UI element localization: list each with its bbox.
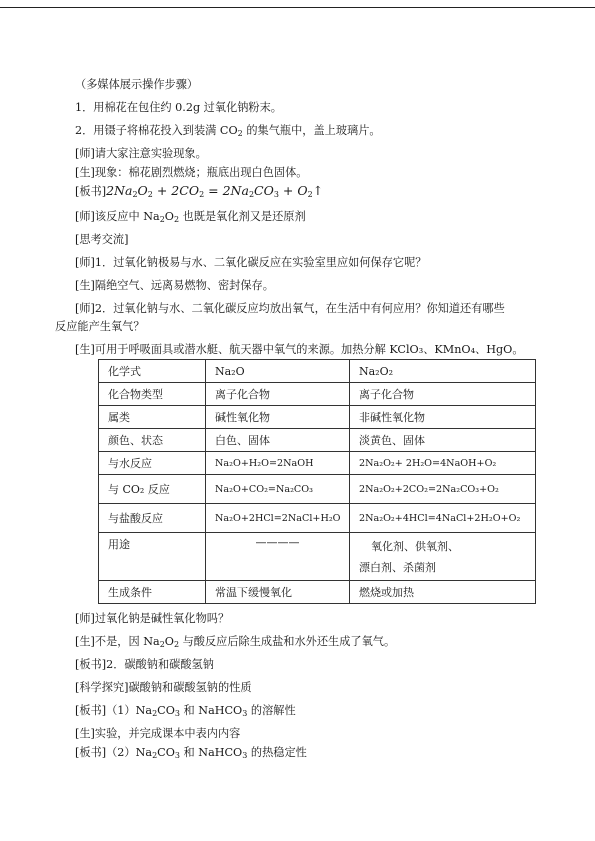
text-segment: 和 NaHCO bbox=[179, 704, 243, 717]
table-cell: Na₂O+H₂O=2NaOH bbox=[206, 452, 350, 475]
subscript: 2 bbox=[152, 751, 158, 760]
table-cell: 与 CO₂ 反应 bbox=[99, 475, 206, 504]
text-line: [科学探究]碳酸钠和碳酸氢钠的性质 bbox=[75, 681, 252, 694]
eq-sub: 2 bbox=[132, 190, 138, 199]
table-cell: 2Na₂O₂+4HCl=4NaCl+2H₂O+O₂ bbox=[350, 504, 536, 533]
text-line bbox=[0, 746, 595, 763]
text-line bbox=[0, 124, 595, 141]
table-cell: Na₂O bbox=[206, 360, 350, 383]
subscript: 2 bbox=[159, 215, 165, 224]
text-segment: [生]不是，因 Na bbox=[75, 635, 160, 648]
text-line bbox=[0, 210, 595, 227]
text-segment: O bbox=[164, 210, 174, 223]
eq-sub: 3 bbox=[273, 190, 279, 199]
subscript: 2 bbox=[159, 640, 165, 649]
eq-part: = 2Na bbox=[204, 183, 249, 198]
text-segment: 2．用镊子将棉花投入到装满 CO bbox=[75, 124, 238, 137]
text-line bbox=[0, 635, 595, 652]
text-segment: 的集气瓶中，盖上玻璃片。 bbox=[242, 124, 381, 137]
table-cell: 离子化合物 bbox=[206, 383, 350, 406]
text-line: [师]2．过氧化钠与水、二氧化碳反应均放出氧气，在生活中有何应用？你知道还有哪些 bbox=[75, 302, 505, 315]
table-row bbox=[99, 429, 536, 452]
text-line: 1．用棉花在包住约 0.2g 过氧化钠粉末。 bbox=[75, 101, 282, 114]
eq-sub: 2 bbox=[307, 190, 313, 199]
eq-part: 2Na bbox=[106, 183, 133, 198]
table-cell: 化学式 bbox=[99, 360, 206, 383]
table-cell: 2Na₂O₂+2CO₂=2Na₂CO₃+O₂ bbox=[350, 475, 536, 504]
comparison-table bbox=[98, 359, 536, 604]
subscript: 3 bbox=[174, 709, 180, 718]
table-cell: 离子化合物 bbox=[350, 383, 536, 406]
table-row bbox=[99, 406, 536, 429]
table-cell: ———— bbox=[206, 533, 350, 581]
subscript: 2 bbox=[237, 129, 243, 138]
eq-sub: 2 bbox=[147, 190, 153, 199]
chemical-equation bbox=[106, 183, 323, 198]
text-line bbox=[0, 704, 595, 721]
eq-part: CO bbox=[254, 183, 274, 198]
text-segment: 也既是氧化剂又是还原剂 bbox=[179, 210, 306, 223]
board-label: [板书] bbox=[75, 185, 107, 198]
subscript: 2 bbox=[173, 215, 180, 224]
text-line: [师]过氧化钠是碱性氧化物吗？ bbox=[75, 612, 230, 625]
text-line: [生]可用于呼吸面具或潜水艇、航天器中氧气的来源。加热分解 KClO₃、KMnO₄、HgO。 bbox=[75, 343, 524, 356]
text-segment: 和 NaHCO bbox=[179, 746, 243, 759]
text-line: [生]实验，并完成课本中表内内容 bbox=[75, 727, 241, 740]
table-cell: 与盐酸反应 bbox=[99, 504, 206, 533]
table-row bbox=[99, 383, 536, 406]
text-segment: 的热稳定性 bbox=[247, 746, 307, 759]
table-cell: 常温下缓慢氧化 bbox=[206, 581, 350, 604]
table-cell: 白色、固体 bbox=[206, 429, 350, 452]
subscript: 3 bbox=[174, 751, 180, 760]
table-cell: Na₂O₂ bbox=[350, 360, 536, 383]
table-cell: 用途 bbox=[99, 533, 206, 581]
table-row bbox=[99, 581, 536, 604]
table-cell: 燃烧或加热 bbox=[350, 581, 536, 604]
eq-part: O bbox=[137, 183, 148, 198]
text-line: [师]请大家注意实验现象。 bbox=[75, 147, 207, 160]
table-row bbox=[99, 504, 536, 533]
table-cell: Na₂O+CO₂=Na₂CO₃ bbox=[206, 475, 350, 504]
text-segment: [师]该反应中 Na bbox=[75, 210, 160, 223]
eq-part: + O bbox=[278, 183, 308, 198]
text-line: 反应能产生氧气？ bbox=[55, 320, 145, 333]
table-cell: Na₂O+2HCl=2NaCl+H₂O bbox=[206, 504, 350, 533]
text-segment: [板书]（2）Na bbox=[75, 746, 153, 759]
text-segment: 与酸反应后除生成盐和水外还生成了氧气。 bbox=[179, 635, 396, 648]
table-cell: 颜色、状态 bbox=[99, 429, 206, 452]
table-cell: 生成条件 bbox=[99, 581, 206, 604]
text-line: [思考交流] bbox=[75, 233, 129, 246]
table-cell bbox=[350, 533, 536, 581]
table-cell: 与水反应 bbox=[99, 452, 206, 475]
board-equation-line bbox=[0, 184, 595, 202]
text-line: [师]1．过氧化钠极易与水、二氧化碳反应在实验室里应如何保存它呢？ bbox=[75, 256, 427, 269]
text-line: [板书]2．碳酸钠和碳酸氢钠 bbox=[75, 658, 214, 671]
table-row-usage bbox=[99, 533, 536, 581]
usage-line: 漂白剂、杀菌剂 bbox=[359, 560, 436, 574]
header-rule bbox=[0, 7, 595, 8]
text-segment: O bbox=[164, 635, 174, 648]
table-row bbox=[99, 452, 536, 475]
table-cell: 非碱性氧化物 bbox=[350, 406, 536, 429]
text-line: [生]隔绝空气、远离易燃物、密封保存。 bbox=[75, 279, 274, 292]
table-cell: 2Na₂O₂+ 2H₂O=4NaOH+O₂ bbox=[350, 452, 536, 475]
subscript: 3 bbox=[242, 709, 248, 718]
text-line: [生]现象：棉花剧烈燃烧；瓶底出现白色固体。 bbox=[75, 166, 308, 179]
table-row bbox=[99, 360, 536, 383]
table-cell: 化合物类型 bbox=[99, 383, 206, 406]
table-cell: 碱性氧化物 bbox=[206, 406, 350, 429]
up-arrow: ↑ bbox=[312, 183, 324, 198]
table-cell: 淡黄色、固体 bbox=[350, 429, 536, 452]
eq-sub: 2 bbox=[248, 190, 255, 199]
subscript: 2 bbox=[173, 640, 180, 649]
subscript: 2 bbox=[152, 709, 158, 718]
usage-line: 氧化剂、供氧剂、 bbox=[371, 539, 459, 553]
eq-sub: 2 bbox=[199, 190, 205, 199]
text-segment: [板书]（1）Na bbox=[75, 704, 153, 717]
text-line: （多媒体展示操作步骤） bbox=[75, 78, 199, 91]
text-segment: 的溶解性 bbox=[247, 704, 296, 717]
text-segment: CO bbox=[157, 746, 175, 759]
subscript: 3 bbox=[242, 751, 248, 760]
eq-part: + 2CO bbox=[152, 183, 200, 198]
text-segment: CO bbox=[157, 704, 175, 717]
table-row bbox=[99, 475, 536, 504]
table-cell: 属类 bbox=[99, 406, 206, 429]
